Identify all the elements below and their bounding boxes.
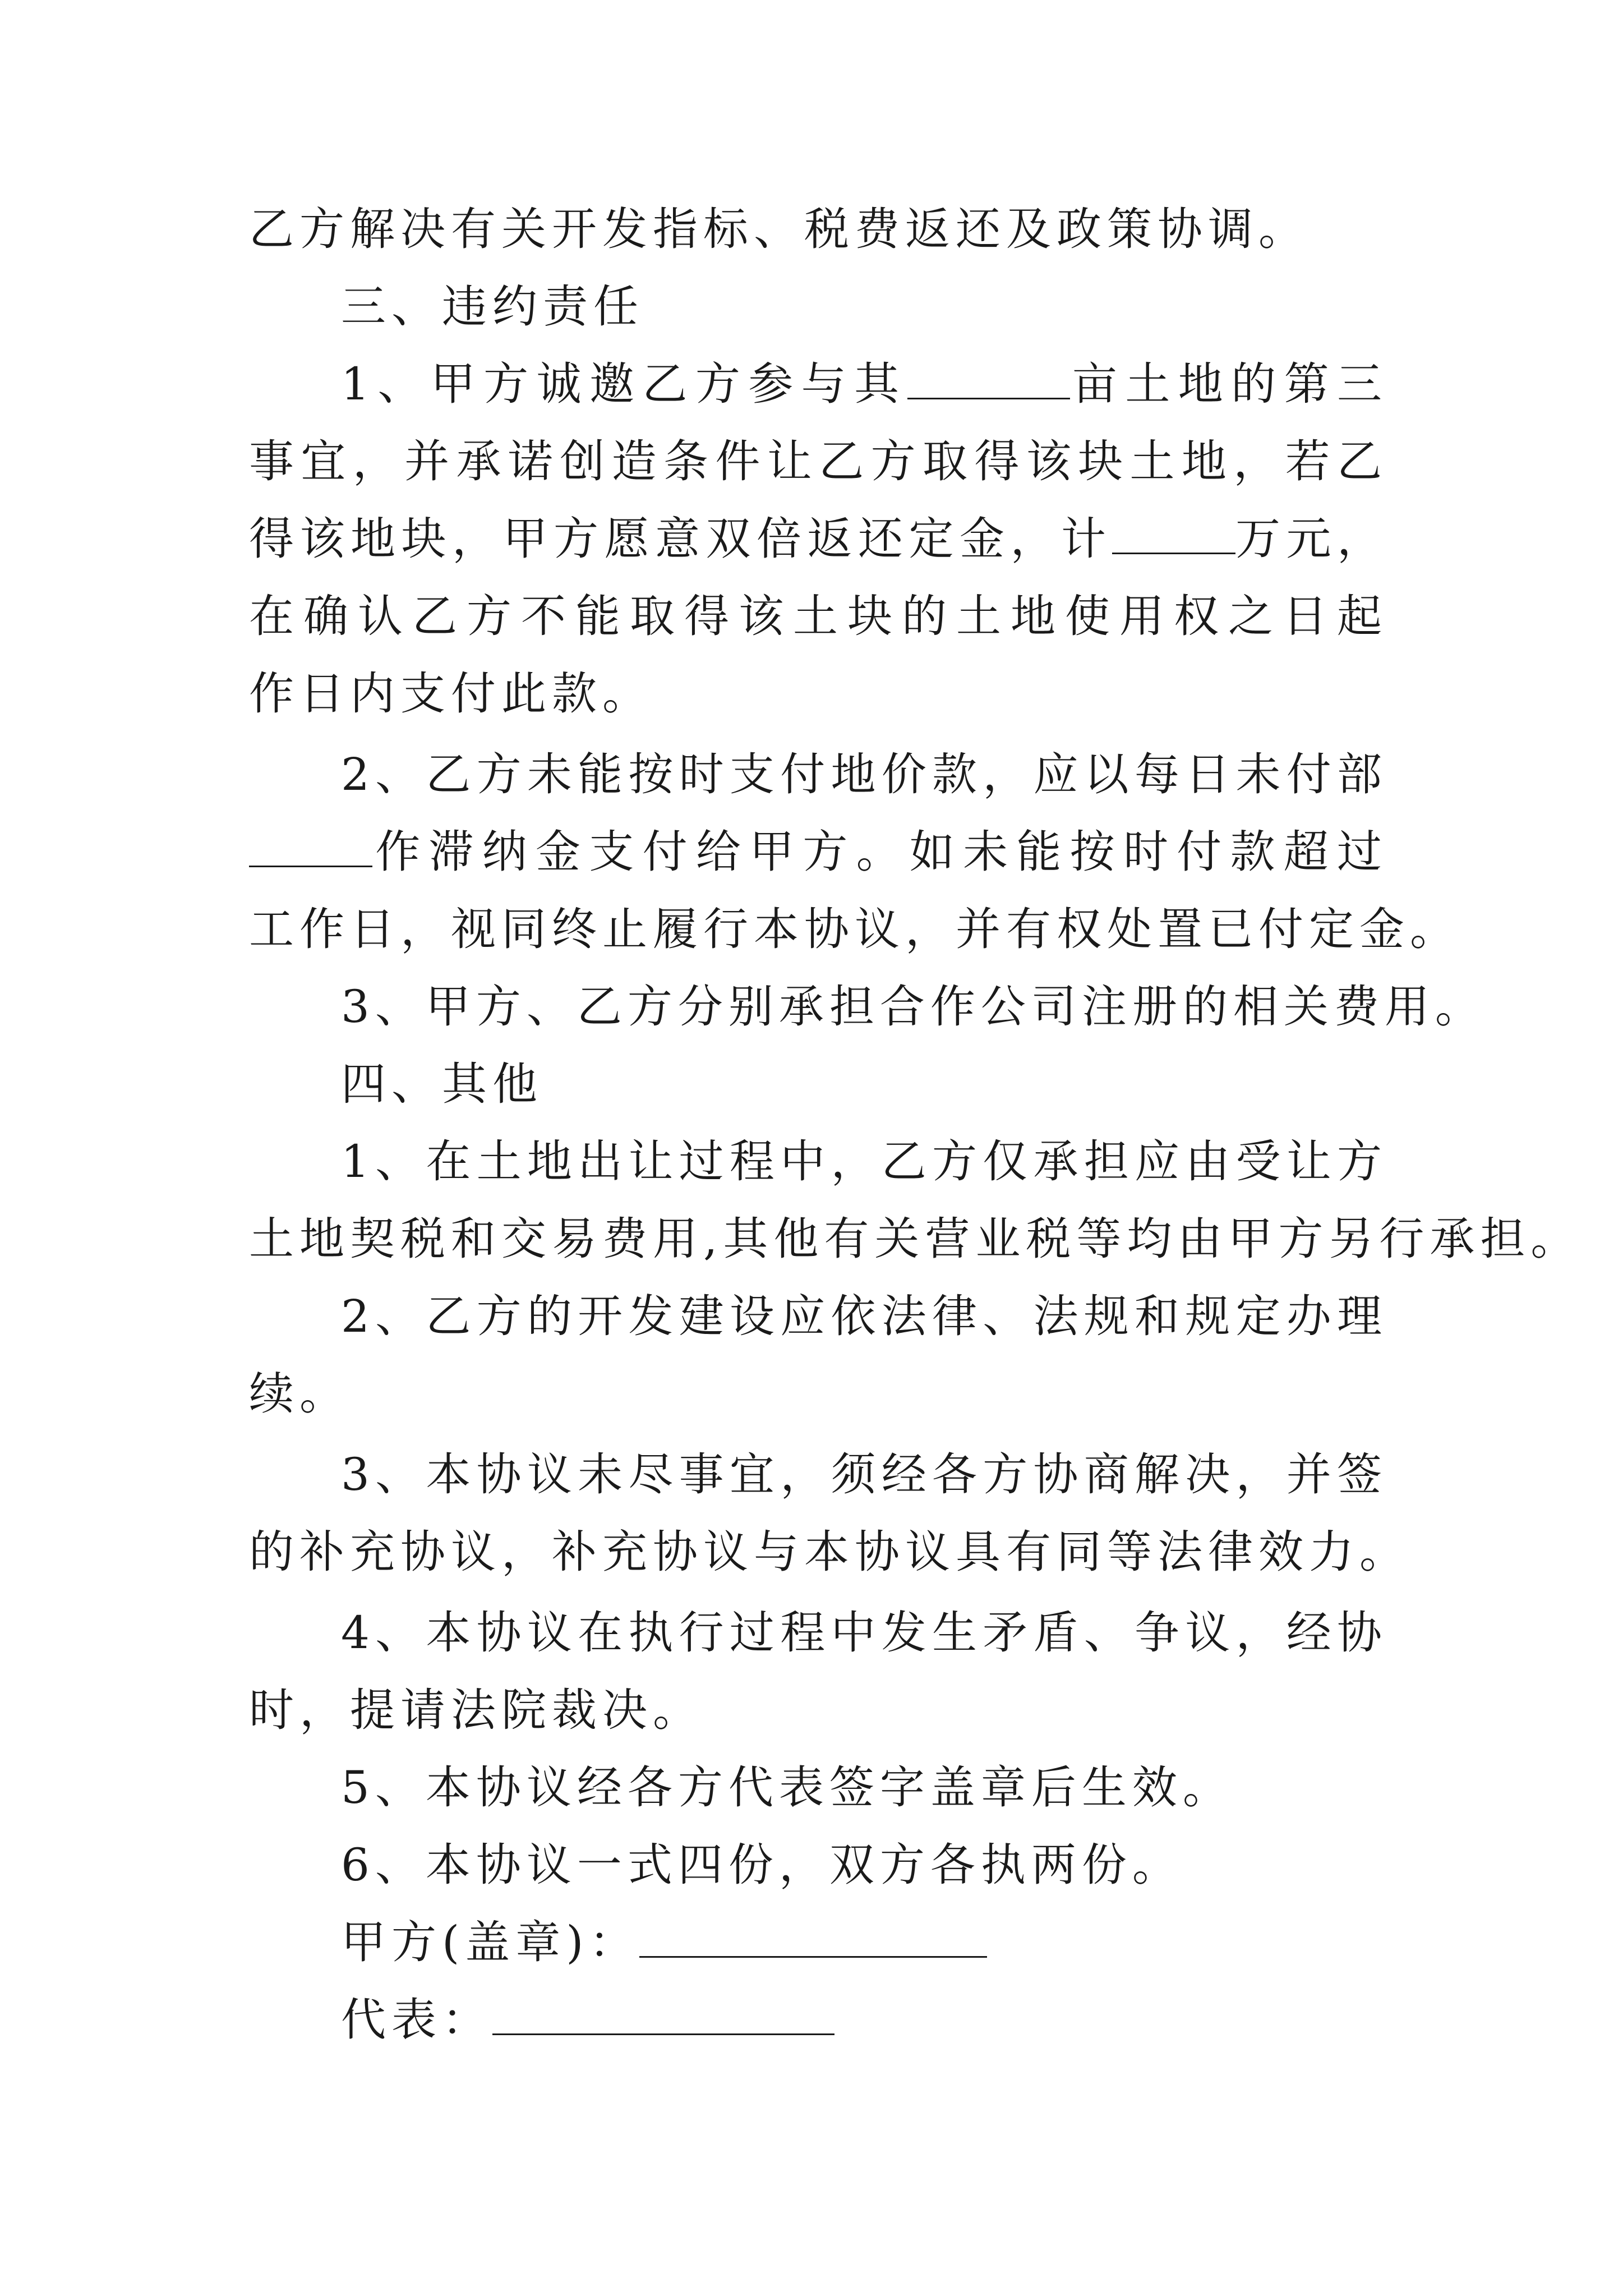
clause-line: 1、在土地出让过程中，乙方仅承担应由受让方 (341, 1135, 1387, 1188)
clause-line: 工作日，视同终止履行本协议，并有权处置已付定金。 (249, 903, 1460, 955)
clause-text: 亩土地的第三 (1069, 358, 1387, 410)
paragraph-line: 乙方解决有关开发指标、税费返还及政策协调。 (249, 203, 1309, 255)
clause-text: 万元， (1235, 513, 1387, 565)
clause-line (249, 500, 1387, 578)
document-page (249, 191, 1581, 2059)
clause-line: 6、本协议一式四份，双方各执两份。 (341, 1839, 1183, 1891)
clause-line (249, 578, 1387, 655)
clause-text: 作滞纳金支付给甲方。如未能按时付款超过 (372, 826, 1387, 878)
signature-party-a (249, 1904, 1387, 1981)
section-heading: 三、违约责任 (341, 280, 644, 333)
signature-blank[interactable] (639, 1917, 987, 1958)
clause-line: 2、乙方的开发建设应依法律、法规和规定办理 (341, 1290, 1387, 1342)
clause-text: 1、甲方诚邀乙方参与其 (341, 358, 907, 410)
clause-line: 3、本协议未尽事宜，须经各方协商解决，并签 (341, 1448, 1387, 1501)
clause-line: 5、本协议经各方代表签字盖章后生效。 (341, 1761, 1233, 1814)
fill-blank[interactable] (1112, 513, 1235, 554)
clause-line: 3、甲方、乙方分别承担合作公司注册的相关费用。 (341, 981, 1486, 1033)
clause-line (249, 813, 1387, 891)
clause-line: 续。 (249, 1368, 350, 1420)
section-heading: 四、其他 (341, 1058, 543, 1110)
clause-text: 得该地块，甲方愿意双倍返还定金，计 (249, 513, 1112, 565)
signature-representative (249, 1981, 1387, 2059)
fill-blank[interactable] (249, 826, 372, 867)
clause-text: 在确认乙方不能取得该土块的土地使用权之日起 (249, 590, 1387, 642)
signature-blank[interactable] (492, 1994, 834, 2035)
signature-label: 代表： (341, 1994, 492, 2046)
signature-label: 甲方(盖章)： (341, 1916, 640, 1968)
clause-line: 土地契税和交易费用,其他有关营业税等均由甲方另行承担。 (249, 1213, 1581, 1265)
clause-line: 事宜，并承诺创造条件让乙方取得该块土地，若乙 (249, 435, 1387, 487)
clause-line (249, 346, 1387, 423)
clause-line: 的补充协议，补充协议与本协议具有同等法律效力。 (249, 1526, 1410, 1578)
clause-line: 时，提请法院裁决。 (249, 1684, 703, 1736)
clause-line: 2、乙方未能按时支付地价款，应以每日未付部 (341, 748, 1387, 800)
clause-line: 作日内支付此款。 (249, 668, 653, 720)
clause-line: 4、本协议在执行过程中发生矛盾、争议，经协 (341, 1607, 1387, 1659)
fill-blank[interactable] (907, 358, 1070, 399)
